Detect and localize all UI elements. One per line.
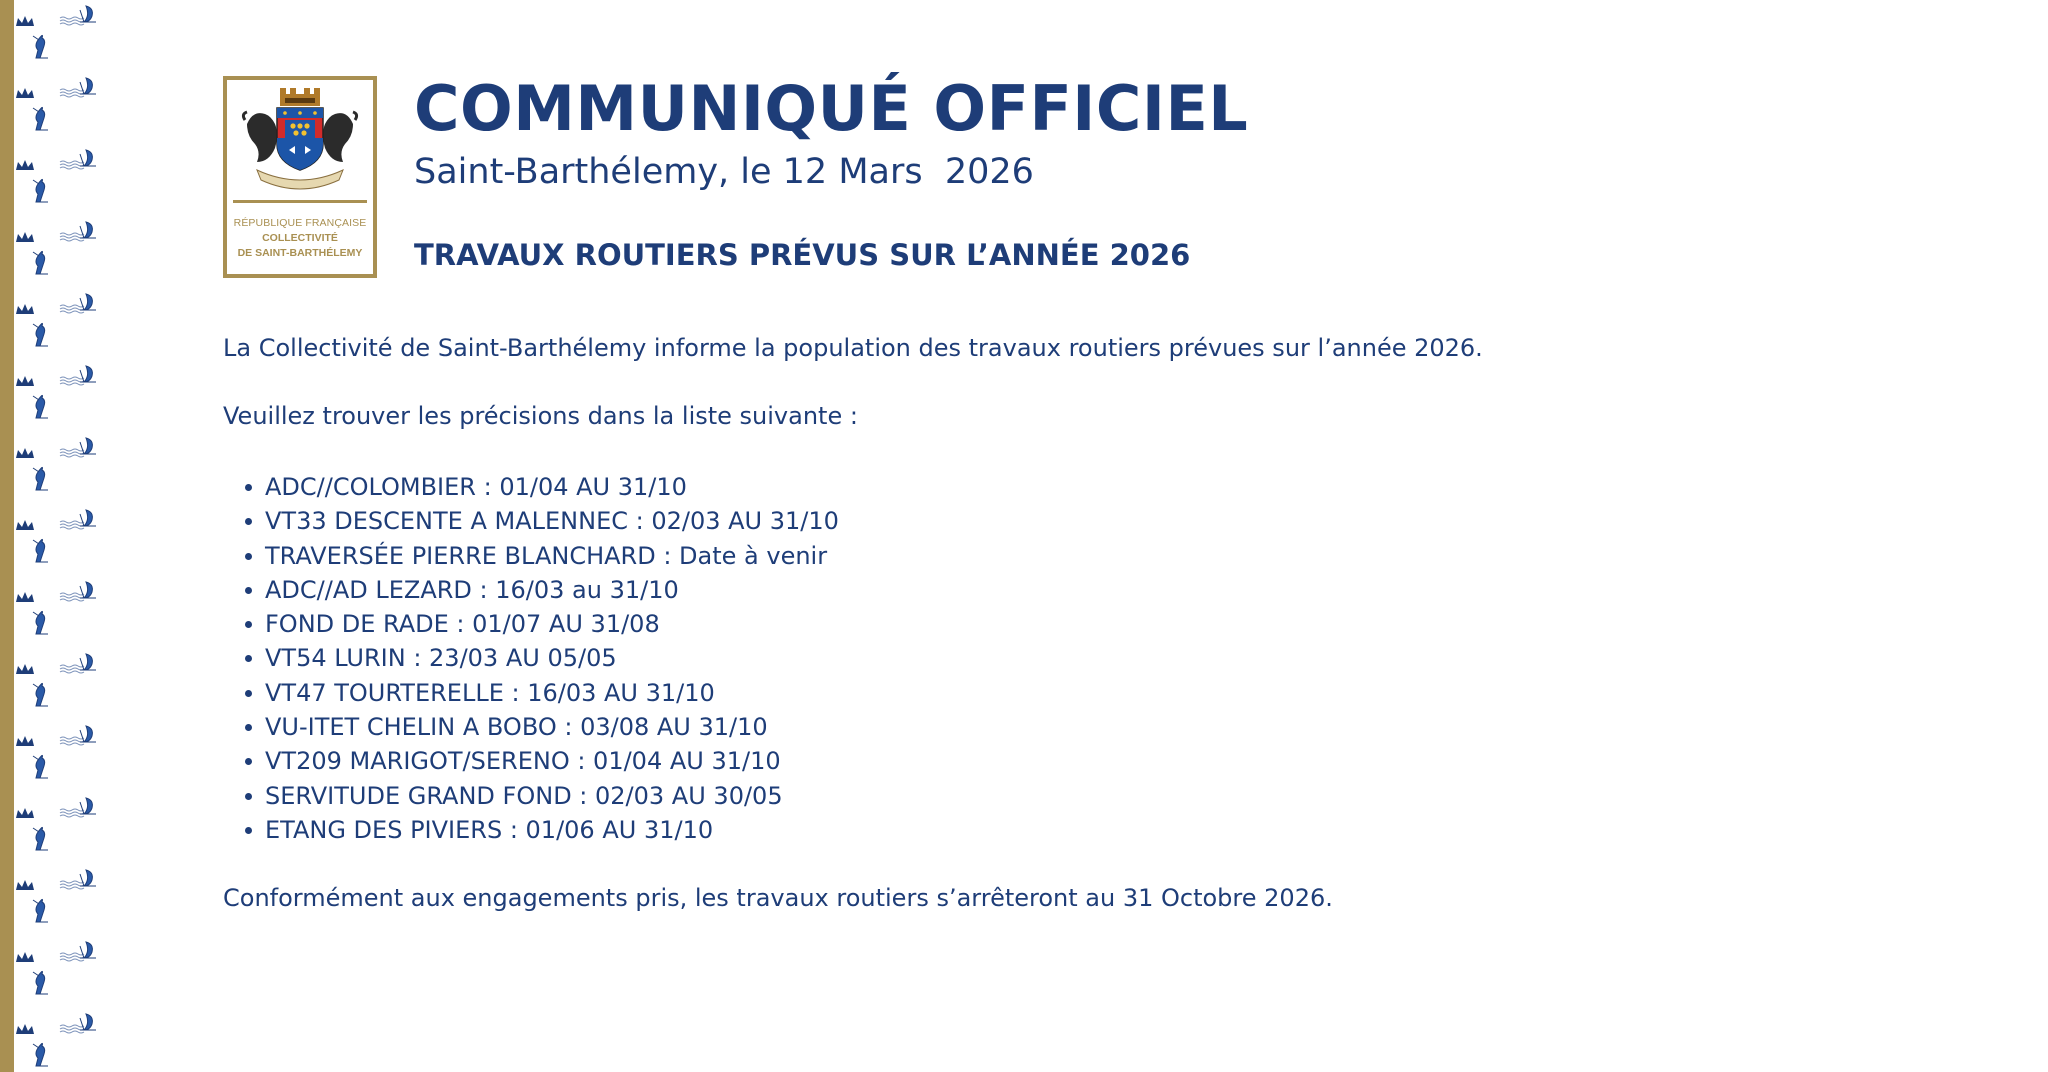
heraldic-pattern-strip — [14, 0, 124, 1072]
list-item: VT54 LURIN : 23/03 AU 05/05 — [223, 641, 839, 675]
logo-line-saint-barthelemy: DE SAINT-BARTHÉLEMY — [237, 247, 363, 259]
date-line: Saint-Barthélemy, le 12 Mars 2026 — [414, 152, 1034, 192]
logo-caption — [227, 216, 373, 261]
logo-line-republique: RÉPUBLIQUE FRANÇAISE — [233, 217, 367, 229]
logo-divider — [233, 200, 367, 203]
list-item: VT209 MARIGOT/SERENO : 01/04 AU 31/10 — [223, 744, 839, 778]
section-heading: TRAVAUX ROUTIERS PRÉVUS SUR L’ANNÉE 2026 — [414, 238, 1191, 272]
list-item: SERVITUDE GRAND FOND : 02/03 AU 30/05 — [223, 779, 839, 813]
list-item: VT47 TOURTERELLE : 16/03 AU 31/10 — [223, 676, 839, 710]
list-item: VT33 DESCENTE A MALENNEC : 02/03 AU 31/10 — [223, 504, 839, 538]
list-item: ADC//AD LEZARD : 16/03 au 31/10 — [223, 573, 839, 607]
page-title: COMMUNIQUÉ OFFICIEL — [414, 72, 1249, 145]
lead-paragraph: Veuillez trouver les précisions dans la liste suivante : — [223, 402, 858, 430]
list-item: ETANG DES PIVIERS : 01/06 AU 31/10 — [223, 813, 839, 847]
list-item: ADC//COLOMBIER : 01/04 AU 31/10 — [223, 470, 839, 504]
list-item: FOND DE RADE : 01/07 AU 31/08 — [223, 607, 839, 641]
coat-of-arms-icon — [227, 80, 373, 198]
gold-border-bar — [0, 0, 14, 1072]
list-item: VU-ITET CHELIN A BOBO : 03/08 AU 31/10 — [223, 710, 839, 744]
intro-paragraph: La Collectivité de Saint-Barthélemy informe la population des travaux routiers prévues sur l’année 2026. — [223, 334, 1483, 362]
logo-line-collectivite: COLLECTIVITÉ — [262, 232, 338, 244]
collectivite-logo — [223, 76, 377, 278]
list-item: TRAVERSÉE PIERRE BLANCHARD : Date à venir — [223, 539, 839, 573]
closing-paragraph: Conformément aux engagements pris, les travaux routiers s’arrêteront au 31 Octobre 2026. — [223, 884, 1333, 912]
roadworks-list — [223, 470, 839, 847]
